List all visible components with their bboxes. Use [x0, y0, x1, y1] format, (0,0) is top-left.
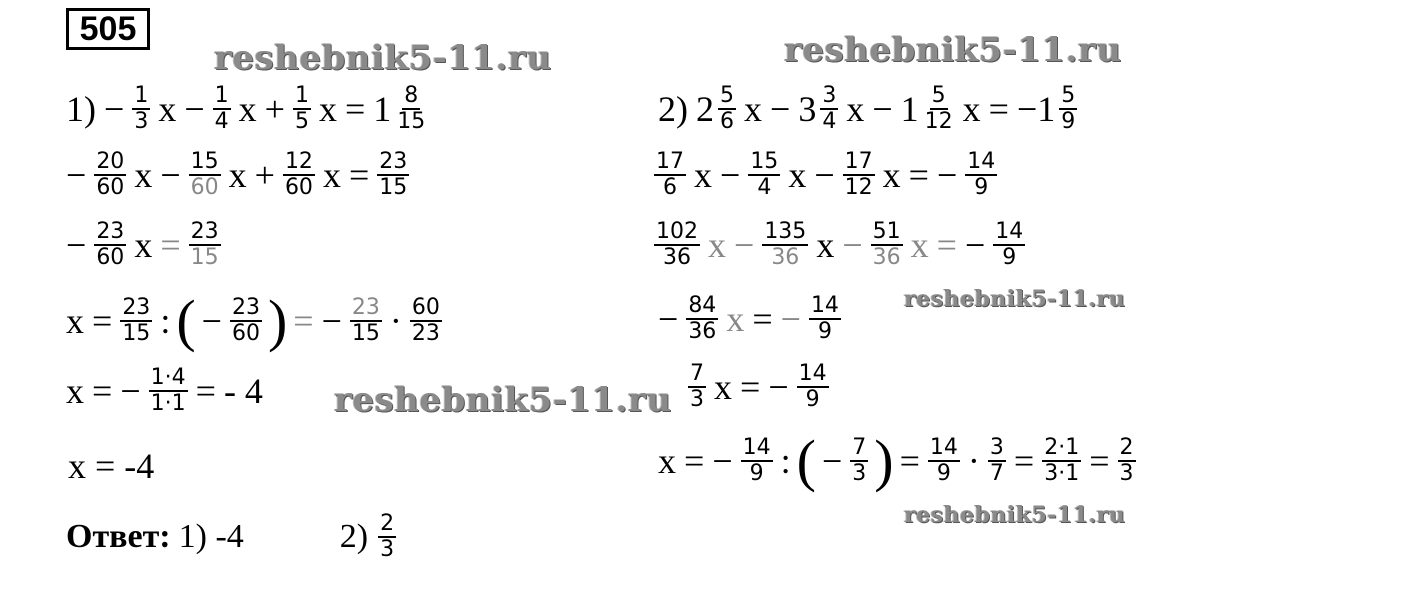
variable: x: [708, 225, 726, 266]
fraction: $\frac{1\cdot 4}{1\cdot 1}$: [150, 365, 186, 417]
fraction: $\frac{2\cdot 1}{3\cdot 1}$: [1044, 434, 1080, 486]
equals: =: [684, 441, 705, 481]
variable: x: [228, 155, 247, 196]
right-paren: ): [267, 288, 288, 353]
fraction: $\frac{23}{15}$: [190, 219, 219, 271]
part1-line1: [64, 84, 429, 134]
sign: −: [872, 89, 893, 130]
mixed-number: 2 $\frac{5}{6}$: [696, 83, 734, 135]
answer-line: [66, 512, 398, 562]
fraction: $\frac{1}{4}$: [214, 83, 229, 135]
watermark: reshebnik5-11.ru: [904, 502, 1126, 528]
answer-label: Ответ:: [66, 518, 171, 556]
fraction: $\frac{14}{9}$: [810, 293, 839, 345]
equals: =: [92, 301, 113, 341]
fraction: $\frac{17}{6}$: [656, 149, 684, 201]
variable: x: [134, 225, 153, 266]
result: x = -4: [68, 446, 155, 486]
equals: =: [293, 301, 314, 341]
variable: x: [846, 89, 865, 130]
variable: x: [66, 371, 84, 412]
equals: =: [899, 441, 920, 481]
fraction: $\frac{14}{9}$: [798, 361, 827, 413]
variable: x: [910, 225, 929, 266]
answer-part1: 1) -4: [178, 518, 244, 556]
colon: :: [160, 301, 171, 341]
variable: x: [134, 155, 153, 196]
answer-fraction: $\frac{2}{3}$: [380, 511, 395, 563]
sign: −: [964, 225, 986, 266]
result: - 4: [223, 371, 263, 412]
problem-number: 505: [66, 8, 150, 50]
sign: −: [201, 301, 222, 341]
fraction: $\frac{14}{9}$: [742, 434, 771, 486]
colon: :: [780, 441, 791, 481]
sign: −: [768, 367, 789, 408]
fraction: $\frac{15}{60}$: [190, 149, 219, 201]
mixed-number: −1 $\frac{5}{9}$: [1016, 83, 1076, 135]
fraction: $\frac{84}{36}$: [688, 293, 717, 345]
part2-line1: [656, 84, 1079, 134]
variable: x: [158, 89, 177, 130]
sign: −: [104, 89, 125, 130]
sign: −: [842, 225, 863, 266]
equals: =: [740, 367, 761, 408]
fraction: $\frac{14}{9}$: [929, 434, 958, 486]
fraction: $\frac{1}{5}$: [294, 83, 309, 135]
watermark: reshebnik5-11.ru: [784, 30, 1122, 70]
equals: =: [344, 89, 366, 130]
fraction: $\frac{17}{12}$: [844, 149, 873, 201]
sign: −: [821, 441, 843, 481]
fraction: $\frac{3}{7}$: [989, 434, 1004, 486]
fraction: $\frac{23}{15}$: [122, 294, 151, 346]
part-label: 1): [66, 89, 96, 130]
sign: −: [658, 299, 679, 340]
fraction: $\frac{60}{23}$: [411, 294, 440, 346]
equals: =: [752, 299, 773, 340]
sign: −: [120, 371, 141, 412]
fraction: $\frac{2}{3}$: [1119, 434, 1134, 486]
equals: =: [195, 371, 216, 412]
part2-line2: [652, 150, 999, 200]
answer-part2-label: 2): [339, 518, 369, 556]
mixed-number: 3 $\frac{3}{4}$: [798, 83, 837, 135]
sign: −: [814, 155, 835, 196]
equals: =: [92, 371, 113, 412]
fraction: $\frac{102}{36}$: [656, 219, 698, 271]
sign: −: [770, 89, 791, 130]
dot: ·: [967, 441, 980, 481]
dot: ·: [389, 301, 402, 341]
watermark: reshebnik5-11.ru: [214, 38, 552, 78]
sign: −: [66, 155, 87, 196]
part1-line4: [64, 288, 444, 353]
fraction: $\frac{51}{36}$: [872, 219, 901, 271]
sign: −: [66, 225, 87, 266]
watermark: reshebnik5-11.ru: [904, 286, 1126, 312]
part2-line3: [652, 220, 1027, 270]
equals: =: [1089, 441, 1110, 481]
variable: x: [658, 441, 676, 481]
sign: −: [936, 155, 958, 196]
equals: =: [988, 89, 1009, 130]
fraction: $\frac{1}{3}$: [134, 83, 149, 135]
variable: x: [318, 89, 337, 130]
variable: x: [66, 301, 84, 341]
fraction: $\frac{7}{3}$: [852, 434, 867, 486]
fraction: $\frac{23}{15}$: [351, 294, 380, 346]
fraction: $\frac{15}{4}$: [750, 149, 779, 201]
variable: x: [322, 155, 341, 196]
mixed-number: 1 $\frac{5}{12}$: [900, 83, 953, 135]
variable: x: [238, 89, 257, 130]
sign: −: [160, 155, 181, 196]
variable: x: [882, 155, 901, 196]
sign: −: [184, 89, 205, 130]
fraction: $\frac{14}{9}$: [995, 219, 1024, 271]
variable: x: [694, 155, 712, 196]
sign: −: [780, 299, 801, 340]
fraction: $\frac{135}{36}$: [764, 219, 807, 271]
sign: −: [720, 155, 741, 196]
sign: −: [712, 441, 733, 481]
fraction: $\frac{20}{60}$: [96, 149, 125, 201]
variable: x: [726, 299, 745, 340]
left-paren: (: [796, 428, 816, 493]
fraction: $\frac{7}{3}$: [690, 361, 704, 413]
sign: −: [734, 225, 755, 266]
fraction: $\frac{23}{60}$: [231, 294, 260, 346]
sign: +: [254, 155, 275, 196]
part1-line5: [64, 366, 265, 416]
sign: +: [264, 89, 285, 130]
part1-line3: [64, 220, 223, 270]
part2-line6: [656, 428, 1138, 493]
part-label: 2): [658, 89, 688, 130]
fraction: $\frac{23}{60}$: [96, 219, 125, 271]
variable: x: [962, 89, 981, 130]
right-paren: ): [874, 428, 894, 493]
fraction: $\frac{12}{60}$: [284, 149, 313, 201]
equals: =: [348, 155, 370, 196]
part2-line5: [686, 362, 831, 412]
equals: =: [1013, 441, 1035, 481]
left-paren: (: [176, 288, 196, 353]
part1-line2: [64, 150, 411, 200]
variable: x: [816, 225, 835, 266]
fraction: $\frac{14}{9}$: [967, 149, 996, 201]
part2-line4: [656, 294, 843, 344]
mixed-number: 1 $\frac{8}{15}$: [373, 83, 426, 135]
variable: x: [714, 367, 732, 408]
equals: =: [936, 225, 957, 266]
variable: x: [744, 89, 762, 130]
watermark: reshebnik5-11.ru: [334, 380, 672, 420]
variable: x: [788, 155, 807, 196]
fraction: $\frac{23}{15}$: [379, 149, 408, 201]
equals: =: [160, 225, 181, 266]
part1-line6: [66, 448, 156, 484]
sign: −: [321, 301, 342, 341]
equals: =: [908, 155, 929, 196]
